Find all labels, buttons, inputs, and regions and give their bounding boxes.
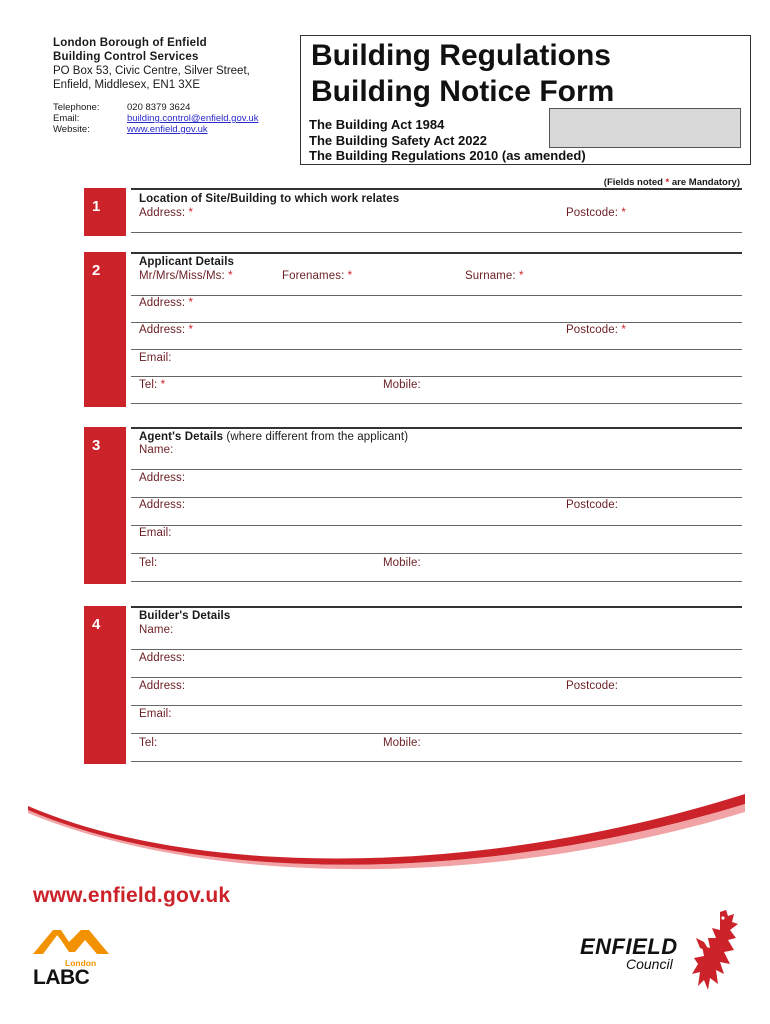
organisation-block [53, 36, 293, 92]
agent-address-1-label: Address: [139, 472, 186, 484]
agent-name-label: Name: [139, 444, 174, 456]
section-4-number: 4 [92, 616, 101, 633]
builder-mobile-label: Mobile: [383, 737, 421, 749]
dragon-icon [690, 908, 748, 992]
section-3-rule [131, 427, 742, 429]
title-box [300, 35, 751, 165]
section-2-rule [131, 252, 742, 254]
org-department: Building Control Services [53, 51, 199, 63]
act-line-1: The Building Act 1984 [309, 117, 445, 132]
applicant-name-field[interactable] [131, 295, 742, 296]
section-2-number: 2 [92, 262, 101, 279]
section-3-bar [84, 427, 126, 584]
section-4-title: Builder's Details [139, 610, 231, 622]
london-labc-logo [31, 924, 121, 988]
section-3-title: Agent's Details (where different from the applicant) [139, 431, 409, 443]
office-reference-box[interactable] [549, 108, 741, 148]
applicant-tel-label: Tel: * [139, 379, 166, 391]
applicant-email-label: Email: [139, 352, 172, 364]
email-link[interactable]: building.control@enfield.gov.uk [127, 113, 259, 124]
applicant-email-field[interactable] [131, 376, 742, 377]
applicant-postcode-label: Postcode: * [566, 324, 626, 336]
applicant-surname-label: Surname: * [465, 270, 524, 282]
labc-text: LABC [33, 966, 90, 989]
builder-email-field[interactable] [131, 733, 742, 734]
email-label: Email: [53, 113, 80, 124]
form-title-line-2: Building Notice Form [311, 75, 615, 108]
agent-postcode-label: Postcode: [566, 499, 619, 511]
section-4-bar [84, 606, 126, 764]
builder-name-label: Name: [139, 624, 174, 636]
applicant-address-1-field[interactable] [131, 322, 742, 323]
act-line-2: The Building Safety Act 2022 [309, 132, 487, 148]
agent-address-1-field[interactable] [131, 497, 742, 498]
enfield-wordmark: ENFIELD [580, 934, 678, 959]
site-address-label: Address: * [139, 207, 194, 219]
agent-address-2-label: Address: [139, 499, 186, 511]
website-link[interactable]: www.enfield.gov.uk [127, 124, 208, 135]
agent-mobile-label: Mobile: [383, 557, 421, 569]
site-postcode-label: Postcode: * [566, 207, 626, 219]
act-line-3: The Building Regulations 2010 (as amended) [309, 148, 586, 163]
builder-address-1-label: Address: [139, 652, 186, 664]
builder-tel-label: Tel: [139, 737, 158, 749]
contact-details [53, 102, 258, 135]
telephone-label: Telephone: [53, 102, 100, 113]
section-3-number: 3 [92, 437, 101, 454]
applicant-forenames-label: Forenames: * [282, 270, 353, 282]
footer-website[interactable]: www.enfield.gov.uk [33, 884, 231, 907]
builder-name-field[interactable] [131, 649, 742, 650]
agent-tel-label: Tel: [139, 557, 158, 569]
section-4-rule [131, 606, 742, 608]
applicant-mobile-label: Mobile: [383, 379, 421, 391]
builder-address-2-label: Address: [139, 680, 186, 692]
section-2-title: Applicant Details [139, 256, 234, 268]
applicant-tel-field[interactable] [131, 403, 742, 404]
agent-email-label: Email: [139, 527, 172, 539]
agent-tel-field[interactable] [131, 581, 742, 582]
agent-email-field[interactable] [131, 553, 742, 554]
section-1-rule [131, 188, 742, 190]
builder-tel-field[interactable] [131, 761, 742, 762]
org-address-line-2: Enfield, Middlesex, EN1 3XE [53, 79, 201, 91]
builder-address-1-field[interactable] [131, 677, 742, 678]
mandatory-note: (Fields noted * are Mandatory) [603, 177, 740, 188]
applicant-address-2-field[interactable] [131, 349, 742, 350]
agent-name-field[interactable] [131, 469, 742, 470]
org-name: London Borough of Enfield [53, 37, 207, 49]
section-1-title: Location of Site/Building to which work relates [139, 193, 400, 205]
council-wordmark: Council [626, 956, 673, 972]
red-swoosh-graphic [0, 780, 770, 890]
website-label: Website: [53, 124, 90, 135]
section-1-number: 1 [92, 198, 101, 215]
applicant-title-label: Mr/Mrs/Miss/Ms: * [139, 270, 233, 282]
org-address-line-1: PO Box 53, Civic Centre, Silver Street, [53, 65, 250, 77]
applicant-address-2-label: Address: * [139, 324, 194, 336]
section-1-bar [84, 188, 126, 236]
builder-address-2-field[interactable] [131, 705, 742, 706]
labc-london-text: London [65, 958, 97, 968]
site-address-field[interactable] [131, 232, 742, 233]
form-title-line-1: Building Regulations [311, 39, 611, 72]
section-2-bar [84, 252, 126, 407]
enfield-council-logo [578, 908, 748, 994]
agent-address-2-field[interactable] [131, 525, 742, 526]
telephone-value: 020 8379 3624 [127, 102, 191, 113]
builder-postcode-label: Postcode: [566, 680, 619, 692]
applicant-address-1-label: Address: * [139, 297, 194, 309]
builder-email-label: Email: [139, 708, 172, 720]
